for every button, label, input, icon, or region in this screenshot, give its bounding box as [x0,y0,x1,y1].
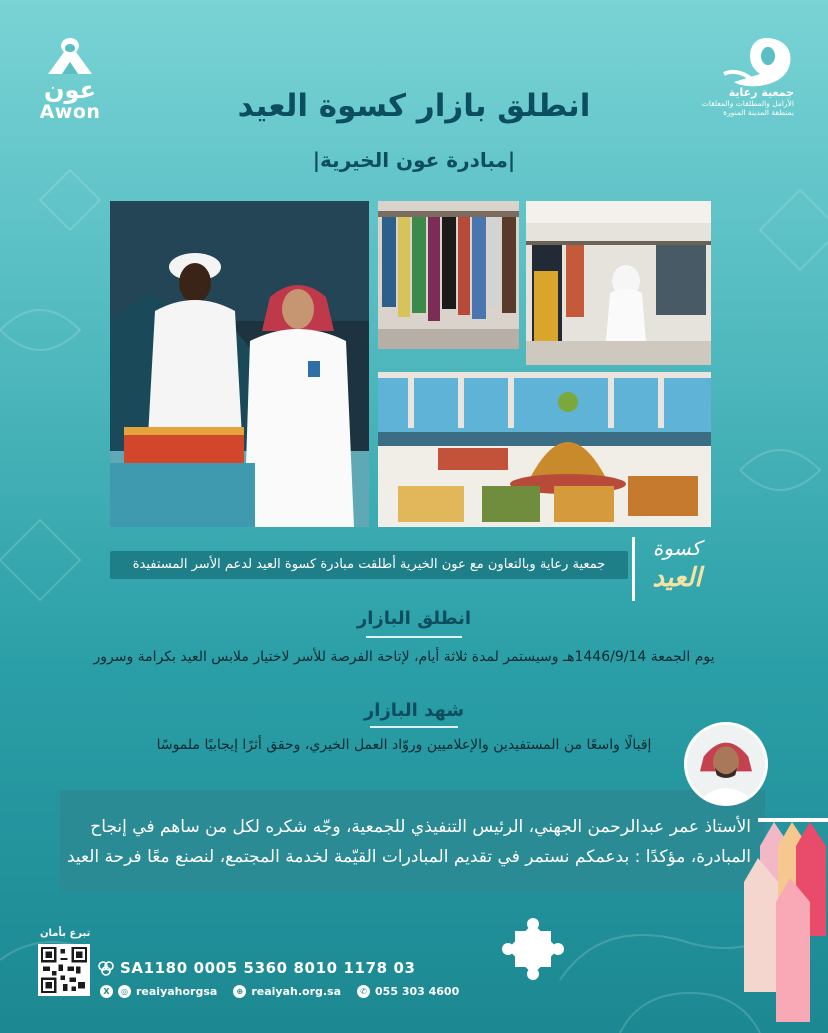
hall-photo-icon [526,201,711,365]
reaya-mark-icon [714,34,794,90]
caption-divider [632,537,635,601]
awon-arabic-name: عون [44,76,96,104]
photo-buffet [378,372,711,527]
iban-row [98,958,416,978]
avatar [684,722,768,806]
x-twitter-icon[interactable]: X [100,985,113,998]
clothes-rack-illustration [738,818,828,1033]
star-ornament-icon [500,916,566,982]
section-text-witnessed: إقبالًا واسعًا من المستفيدين والإعلاميين وروّاد العمل الخيري، وحقق أثرًا إيجابيًا ملموسًا [156,737,652,753]
section-title-launch: انطلق البازار [356,608,472,629]
section-title-witnessed: شهد البازار [363,700,465,721]
quote-line-1: الأستاذ عمر عبدالرحمن الجهني، الرئيس التنفيذي للجمعية، وجّه شكره لكل من ساهم في إنجاح [90,817,751,837]
instagram-icon[interactable]: ◎ [118,985,131,998]
bank-transfer-icon [98,960,114,976]
photo-clothes-rack [378,201,519,349]
whatsapp-icon[interactable]: ✆ [357,985,370,998]
page-subtitle: |مبادرة عون الخيرية| [312,148,516,172]
caption-bar: جمعية رعاية وبالتعاون مع عون الخيرية أطلقت مبادرة كسوة العيد لدعم الأسر المستفيدة [110,551,628,579]
reaya-name: جمعية رعاية [728,86,794,99]
clothes-photo-icon [378,201,519,349]
page-title: انطلق بازار كسوة العيد [237,88,591,124]
ceo-portrait-icon [687,725,765,803]
photo-guests [110,201,369,527]
contacts-row [100,985,459,998]
web-icon[interactable]: ⊕ [233,985,246,998]
donate-safely-label: تبرع بأمان [40,928,91,939]
kiswa-logo-line2: العيد [652,563,702,593]
section-text-launch: يوم الجمعة 1446/9/14هـ وسيستمر لمدة ثلاثة أيام، لإتاحة الفرصة للأسر لاختيار ملابس العيد بكرامة وسرور [93,649,715,665]
awon-latin-name: Awon [39,101,101,123]
ceo-quote-box [60,790,765,892]
iban-number: SA1180 0005 5360 8010 1178 03 [120,959,416,977]
people-photo-icon [110,201,369,527]
qr-code-icon [41,947,87,993]
donation-qr-code[interactable] [38,944,90,996]
section-rule-launch [366,636,462,638]
reaya-line2: بمنطقة المدينة المنورة [723,108,794,117]
phone-number[interactable]: 055 303 4600 [375,985,460,998]
kiswa-eid-logo [640,535,714,605]
awon-mark-icon [42,34,98,78]
kiswa-logo-line1: كسوة [652,536,702,560]
website-link[interactable]: reaiyah.org.sa [251,985,342,998]
quote-line-2: المبادرة، مؤكدًا : بدعمكم نستمر في تقديم المبادرات القيّمة لخدمة المجتمع، لنصنع معًا فرحة العيد [66,847,751,867]
section-rule-witnessed [370,726,458,728]
food-photo-icon [378,372,711,527]
reaya-line1: الأرامل والمطلقات والمعلقات [701,99,794,108]
photo-bazaar-hall [526,201,711,365]
social-handle[interactable]: reaiyahorgsa [136,985,218,998]
